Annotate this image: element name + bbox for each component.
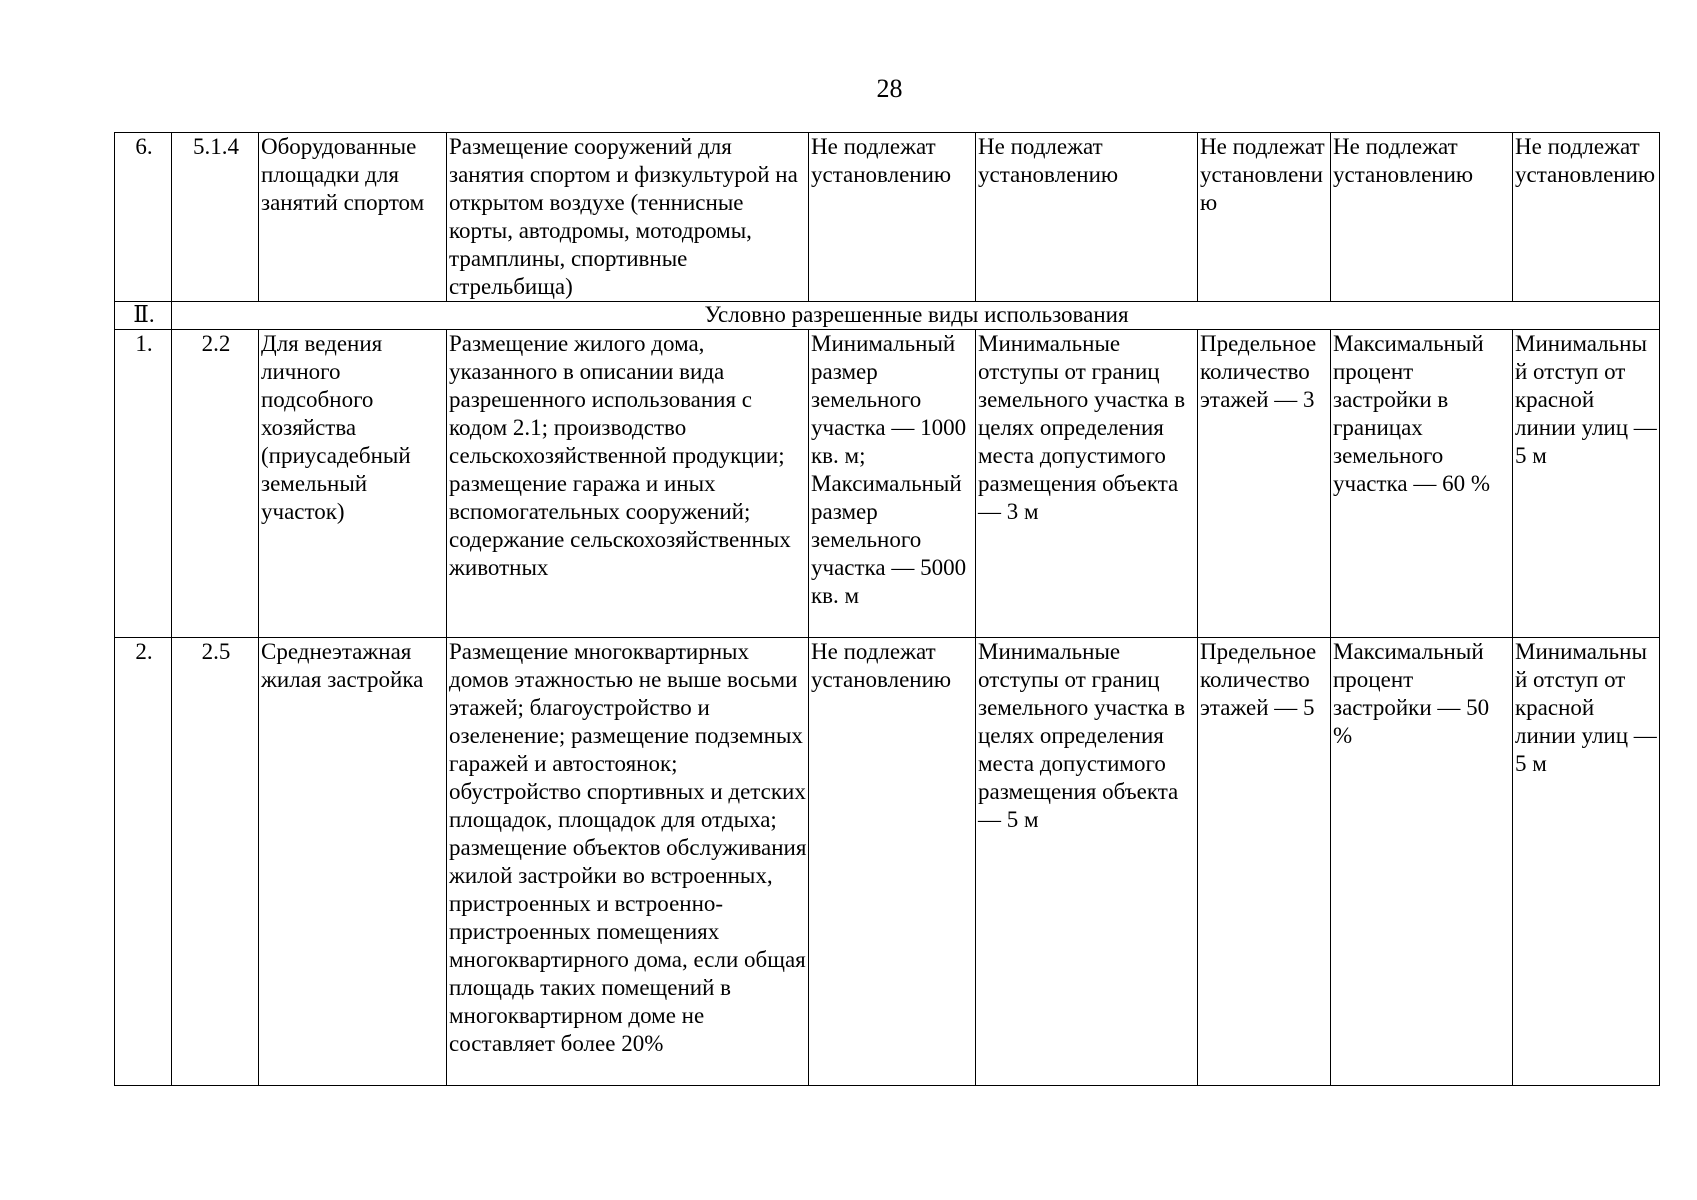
land-use-table — [114, 132, 1660, 1086]
row-number: 1. — [115, 330, 172, 638]
use-name: Оборудованные площадки для занятий спортом — [259, 133, 447, 302]
use-description: Размещение многоквартирных домов этажностью не выше восьми этажей; благоустройство и озеленение; размещение подземных гаражей и автостоянок; обустройство спортивных и детских площадок, площадок для отдыха; размещение объектов обслуживания жилой застройки во встроенных, пристроенных и встроенно-пристроенных помещениях многоквартирного дома, если общая площадь таких помещений в многоквартирном доме не составляет более 20% — [447, 638, 809, 1086]
coverage: Максимальный процент застройки — 50 % — [1331, 638, 1513, 1086]
use-code: 5.1.4 — [172, 133, 259, 302]
red-line-setback: Минимальный отступ от красной линии улиц — 5 м — [1513, 638, 1660, 1086]
setbacks: Не подлежат установлению — [976, 133, 1198, 302]
section-title: Условно разрешенные виды использования — [172, 302, 1660, 330]
table-row — [115, 133, 1660, 302]
plot-size: Минимальный размер земельного участка — 1000 кв. м; Максимальный размер земельного участка — 5000 кв. м — [809, 330, 976, 638]
section-number: Ⅱ. — [115, 302, 172, 330]
coverage: Максимальный процент застройки в границах земельного участка — 60 % — [1331, 330, 1513, 638]
floors: Не подлежат установлению — [1198, 133, 1331, 302]
use-name: Среднеэтажная жилая застройка — [259, 638, 447, 1086]
use-description: Размещение сооружений для занятия спортом и физкультурой на открытом воздухе (теннисные корты, автодромы, мотодромы, трамплины, спортивные стрельбища) — [447, 133, 809, 302]
use-code: 2.2 — [172, 330, 259, 638]
plot-size: Не подлежат установлению — [809, 638, 976, 1086]
red-line-setback: Минимальный отступ от красной линии улиц — 5 м — [1513, 330, 1660, 638]
page-number: 28 — [876, 74, 903, 103]
floors: Предельное количество этажей — 5 — [1198, 638, 1331, 1086]
table-row — [115, 330, 1660, 638]
floors: Предельное количество этажей — 3 — [1198, 330, 1331, 638]
coverage: Не подлежат установлению — [1331, 133, 1513, 302]
red-line-setback: Не подлежат установлению — [1513, 133, 1660, 302]
setbacks: Минимальные отступы от границ земельного участка в целях определения места допустимого размещения объекта — 3 м — [976, 330, 1198, 638]
use-name: Для ведения личного подсобного хозяйства (приусадебный земельный участок) — [259, 330, 447, 638]
use-code: 2.5 — [172, 638, 259, 1086]
row-number: 6. — [115, 133, 172, 302]
table-row — [115, 638, 1660, 1086]
plot-size: Не подлежат установлению — [809, 133, 976, 302]
use-description: Размещение жилого дома, указанного в описании вида разрешенного использования с кодом 2.1; производство сельскохозяйственной продукции; размещение гаража и иных вспомогательных сооружений; содержание сельскохозяйственных животных — [447, 330, 809, 638]
section-row — [115, 302, 1660, 330]
setbacks: Минимальные отступы от границ земельного участка в целях определения места допустимого размещения объекта — 5 м — [976, 638, 1198, 1086]
row-number: 2. — [115, 638, 172, 1086]
